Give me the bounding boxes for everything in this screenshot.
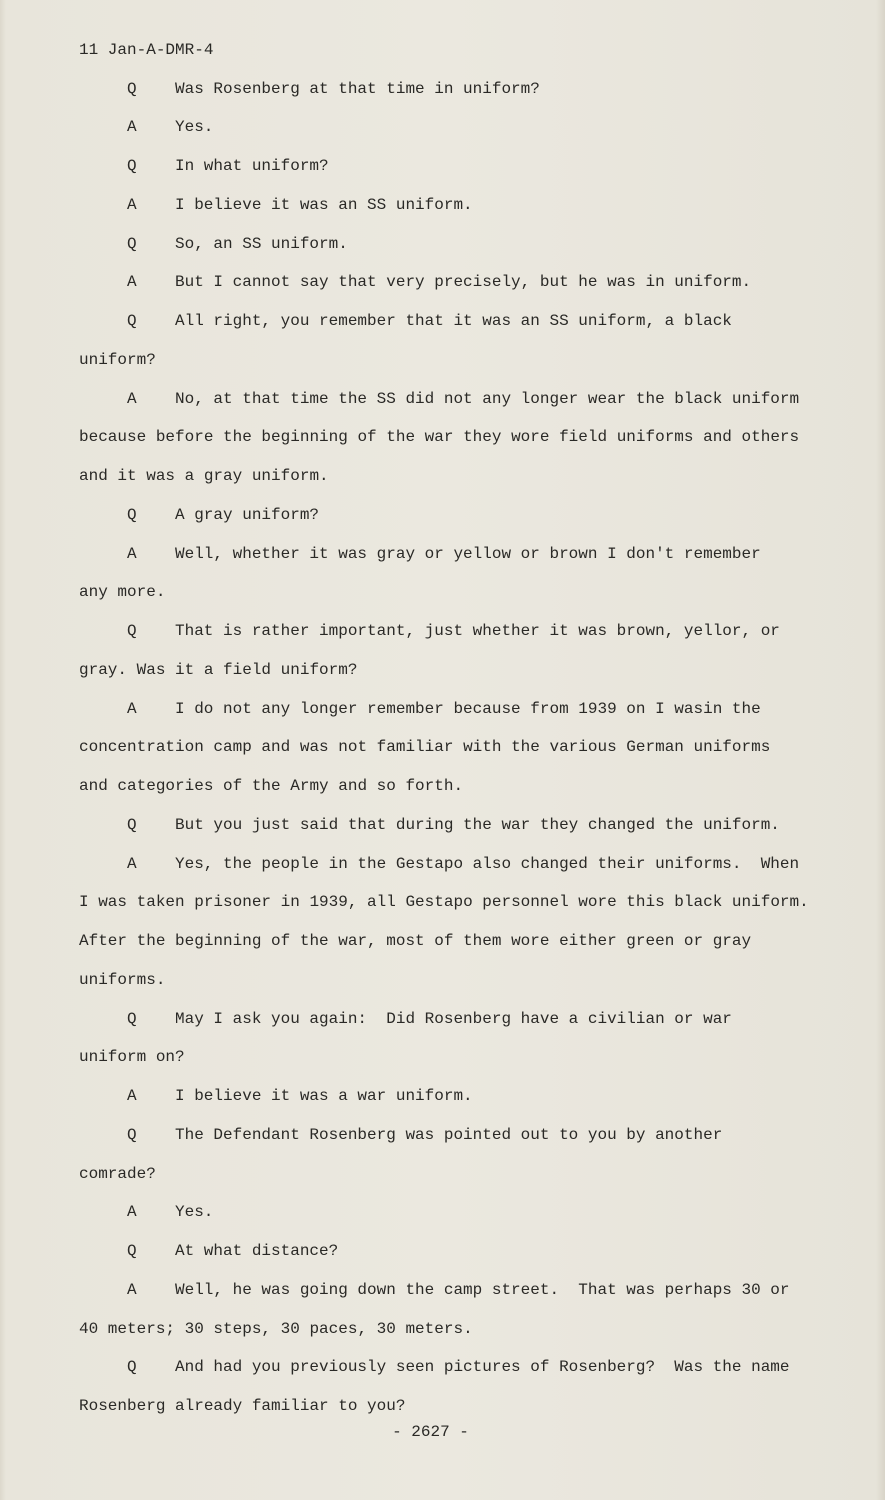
speaker-label: Q (127, 312, 137, 330)
line-text: That is rather important, just whether it was brown, yellor, or (175, 622, 780, 640)
speaker-label: A (127, 544, 137, 563)
line-text: In what uniform? (175, 157, 329, 175)
transcript-line (79, 1241, 859, 1280)
transcript-line (79, 389, 859, 428)
transcript-line (79, 350, 859, 389)
answer-paragraph (79, 699, 859, 815)
question-paragraph (79, 1241, 859, 1280)
speaker-label: Q (127, 505, 137, 524)
transcript-line (79, 970, 859, 1009)
question-paragraph (79, 234, 859, 273)
question-paragraph (79, 1009, 859, 1087)
transcript-line (79, 1009, 859, 1048)
speaker-label: Q (127, 622, 137, 640)
transcript-line (79, 234, 859, 273)
transcript-line (79, 79, 859, 118)
answer-paragraph (79, 544, 859, 622)
transcript-line (79, 195, 859, 234)
line-text: But you just said that during the war they changed the uniform. (175, 815, 780, 834)
transcript-line (79, 660, 859, 699)
transcript-line (79, 854, 859, 893)
page-number-text: - 2627 - (392, 1423, 469, 1441)
document-header: 11 Jan-A-DMR-4 (79, 41, 214, 59)
transcript-line (79, 892, 859, 931)
answer-paragraph (79, 117, 859, 156)
line-text: Well, he was going down the camp street. That was perhaps 30 or (175, 1280, 790, 1299)
transcript-line (79, 505, 859, 544)
line-text: and categories of the Army and so forth. (79, 777, 464, 795)
transcript-line (79, 544, 859, 583)
line-text: uniforms. (79, 970, 166, 989)
line-text: No, at that time the SS did not any longer wear the black uniform (175, 389, 800, 408)
transcript-line (79, 1086, 859, 1125)
line-text: Yes, the people in the Gestapo also changed their uniforms. When (175, 854, 800, 873)
speaker-label: Q (127, 1009, 137, 1028)
transcript-line (79, 117, 859, 156)
transcript-line (79, 1047, 859, 1086)
transcript-line (79, 621, 859, 660)
question-paragraph (79, 79, 859, 118)
speaker-label: A (127, 1203, 137, 1222)
speaker-label: Q (127, 1358, 137, 1377)
transcript-line (79, 1319, 859, 1358)
question-paragraph (79, 621, 859, 699)
answer-paragraph (79, 1202, 859, 1241)
speaker-label: Q (127, 79, 137, 98)
transcript-line (79, 699, 859, 738)
line-text: any more. (79, 583, 166, 602)
line-text: And had you previously seen pictures of Rosenberg? Was the name (175, 1358, 790, 1377)
transcript-line (79, 272, 859, 311)
line-text: I believe it was an SS uniform. (175, 195, 473, 214)
speaker-label: A (127, 699, 137, 718)
line-text: Well, whether it was gray or yellow or brown I don't remember (175, 544, 761, 563)
line-text: gray. Was it a field uniform? (79, 660, 358, 679)
question-paragraph (79, 156, 859, 195)
line-text: uniform on? (79, 1048, 185, 1067)
line-text: After the beginning of the war, most of them wore either green or gray (79, 932, 752, 950)
transcript-line (79, 1280, 859, 1319)
line-text: concentration camp and was not familiar with the various German uniforms (79, 738, 771, 757)
line-text: At what distance? (175, 1242, 339, 1260)
transcript-body (79, 79, 859, 1435)
speaker-label: A (127, 389, 137, 408)
line-text: A gray uniform? (175, 505, 320, 524)
line-text: comrade? (79, 1164, 156, 1183)
question-paragraph (79, 815, 859, 854)
speaker-label: A (127, 1087, 137, 1105)
transcript-line (79, 1357, 859, 1396)
line-text: Was Rosenberg at that time in uniform? (175, 79, 540, 98)
line-text: because before the beginning of the war they wore field uniforms and others (79, 428, 800, 447)
speaker-label: Q (127, 234, 137, 253)
transcript-line (79, 1202, 859, 1241)
transcript-line (79, 1164, 859, 1203)
answer-paragraph (79, 195, 859, 234)
line-text: But I cannot say that very precisely, but he was in uniform. (175, 273, 752, 292)
transcript-line (79, 582, 859, 621)
line-text: May I ask you again: Did Rosenberg have a civilian or war (175, 1009, 732, 1028)
question-paragraph (79, 505, 859, 544)
answer-paragraph (79, 272, 859, 311)
line-text: I was taken prisoner in 1939, all Gestapo personnel wore this black uniform. (79, 893, 809, 912)
line-text: Yes. (175, 1203, 214, 1222)
transcript-line (79, 1125, 859, 1164)
speaker-label: A (127, 195, 137, 214)
speaker-label: A (127, 118, 137, 137)
line-text: uniform? (79, 350, 156, 369)
answer-paragraph (79, 1086, 859, 1125)
line-text: I believe it was a war uniform. (175, 1087, 473, 1105)
line-text: So, an SS uniform. (175, 234, 348, 253)
line-text: Yes. (175, 118, 214, 137)
line-text: and it was a gray uniform. (79, 467, 329, 485)
line-text: The Defendant Rosenberg was pointed out to you by another (175, 1125, 723, 1144)
line-text: All right, you remember that it was an SS uniform, a black (175, 312, 732, 330)
transcript-line (79, 737, 859, 776)
answer-paragraph (79, 1280, 859, 1358)
line-text: 40 meters; 30 steps, 30 paces, 30 meters. (79, 1319, 473, 1338)
transcript-line (79, 815, 859, 854)
speaker-label: Q (127, 1125, 137, 1144)
speaker-label: Q (127, 157, 137, 175)
transcript-line (79, 427, 859, 466)
speaker-label: A (127, 1280, 137, 1299)
line-text: I do not any longer remember because from 1939 on I wasin the (175, 699, 761, 718)
transcript-line (79, 466, 859, 505)
transcript-line (79, 311, 859, 350)
question-paragraph (79, 1125, 859, 1203)
speaker-label: Q (127, 1242, 137, 1260)
speaker-label: Q (127, 815, 137, 834)
transcript-line (79, 776, 859, 815)
answer-paragraph (79, 854, 859, 1009)
speaker-label: A (127, 854, 137, 873)
question-paragraph (79, 311, 859, 389)
line-text: Rosenberg already familiar to you? (79, 1397, 406, 1415)
transcript-line (79, 931, 859, 970)
page-number (0, 1422, 885, 1442)
transcript-line (79, 156, 859, 195)
speaker-label: A (127, 273, 137, 292)
answer-paragraph (79, 389, 859, 505)
